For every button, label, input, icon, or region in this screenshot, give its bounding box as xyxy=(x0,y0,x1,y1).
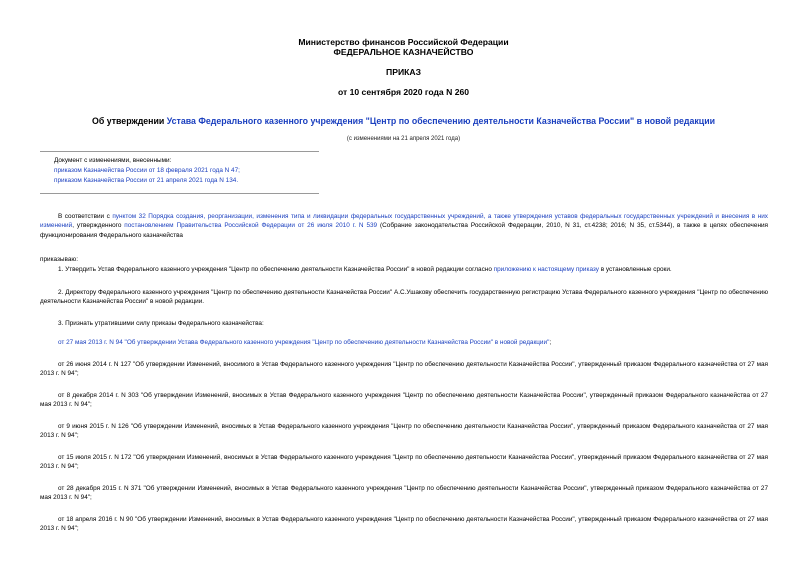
title-link[interactable]: Устава Федерального казенного учреждения "Центр по обеспечению деятельности Казначейства России" в новой редакции xyxy=(166,116,716,126)
paragraph-2 xyxy=(40,288,768,307)
amendment-link-2[interactable]: приказом Казначейства России от 21 апреля 2021 года N 134. xyxy=(54,177,239,184)
preamble-link-resolution[interactable]: постановлением Правительства Российской Федерации от 26 июля 2010 г. N 539 xyxy=(124,222,378,230)
repealed-order-5-text: от 15 июля 2015 г. N 172 "Об утверждении Изменений, вносимых в Устав Федерального казенного учреждения "Центр по обеспечению деятельности Казначейства России", утвержденный приказом Федерального казначейства от 27 мая 2013 г. N 94"; xyxy=(40,454,768,471)
document-type: ПРИКАЗ xyxy=(386,67,421,77)
repealed-order-1-link[interactable]: от 27 мая 2013 г. N 94 "Об утверждении Устава Федерального казенного учреждения "Центр по обеспечению деятельности Казначейства России" в новой редакции" xyxy=(58,339,550,346)
repealed-order-6-text: от 28 декабря 2015 г. N 371 "Об утверждении Изменений, вносимых в Устав Федерального казенного учреждения "Центр по обеспечению деятельности Казначейства России", утвержденный приказом Федерального казначейства от 27 мая 2013 г. N 94"; xyxy=(40,485,768,502)
document-title xyxy=(40,116,767,127)
repealed-order-5 xyxy=(40,453,768,472)
preamble-link-procedure[interactable]: пунктом 32 Порядка создания, реорганизации, изменения типа и ликвидации федеральных государственных учреждений, а также утверждения уставов федеральных государственных учреждений и внесения в них изменений xyxy=(40,213,768,230)
paragraph-3-text: 3. Признать утратившими силу приказы Федерального казначейства: xyxy=(58,320,264,327)
paragraph-1-text: 1. Утвердить Устав Федерального казенного учреждения "Центр по обеспечению деятельности Казначейства России" в новой редакции согласно xyxy=(58,266,494,273)
repealed-order-7 xyxy=(40,515,768,534)
amendments-top-rule xyxy=(40,151,319,152)
repealed-order-2-text: от 26 июня 2014 г. N 127 "Об утверждении Изменений, вносимого в Устав Федерального казенного учреждения "Центр по обеспечению деятельности Казначейства России", утвержденный приказом Федерального казначейства от 27 мая 2013 г. N 94"; xyxy=(40,361,768,378)
repealed-order-2 xyxy=(40,360,768,379)
repealed-order-1 xyxy=(40,338,768,347)
repealed-order-1-tail: ; xyxy=(549,339,552,346)
repealed-order-3 xyxy=(40,391,768,410)
document-date: от 10 сентября 2020 года N 260 xyxy=(337,87,470,97)
amendment-link-1[interactable]: приказом Казначейства России от 18 февраля 2021 года N 47; xyxy=(54,167,240,174)
amendments-intro: Документ с изменениями, внесенными: xyxy=(54,157,172,164)
paragraph-1-tail: в установленные сроки. xyxy=(598,266,672,273)
preamble-text-1: В соответствии с xyxy=(58,213,113,220)
appendix-link[interactable]: приложению к настоящему приказу xyxy=(493,266,599,273)
repealed-order-6 xyxy=(40,484,768,503)
order-word: приказываю: xyxy=(40,256,78,263)
paragraph-3 xyxy=(40,319,768,328)
preamble-paragraph xyxy=(40,212,768,240)
ministry-name: Министерство финансов Российской Федерации xyxy=(298,37,509,47)
paragraph-2-text: 2. Директору Федерального казенного учреждения "Центр по обеспечению деятельности Казначейства России" А.С.Ушакову обеспечить государственную регистрацию Устава Федерального казенного учреждения "Центр по обеспечению деятельности Казначейства России" в новой редакции. xyxy=(40,289,768,306)
preamble-text-3: (Собрание законодательства Российской Федерации, 2010, N 31, ст.4238; 2016; N 35, ст.5344), в также в целях обеспечения функционирования Федерального казначейства xyxy=(40,222,769,239)
repealed-order-3-text: от 8 декабря 2014 г. N 303 "Об утверждении Изменений, вносимых в Устав Федерального казенного учреждения "Центр по обеспечению деятельности Казначейства России", утвержденный приказом Федерального казначейства от 27 мая 2013 г. N 94"; xyxy=(40,392,768,409)
repealed-order-4-text: от 9 июня 2015 г. N 126 "Об утверждении Изменений, вносимых в Устав Федерального казенного учреждения "Центр по обеспечению деятельности Казначейства России", утвержденный приказом Федерального казначейства от 27 мая 2013 г. N 94"; xyxy=(40,423,768,440)
treasury-name: ФЕДЕРАЛЬНОЕ КАЗНАЧЕЙСТВО xyxy=(333,47,474,57)
paragraph-1 xyxy=(40,265,768,274)
amendments-block xyxy=(54,156,240,186)
revision-note: (с изменениями на 21 апреля 2021 года) xyxy=(346,136,461,142)
repealed-order-4 xyxy=(40,422,768,441)
title-prefix: Об утверждении xyxy=(91,116,167,126)
amendments-bottom-rule xyxy=(40,193,319,194)
preamble-text-2: , утвержденного xyxy=(72,222,125,230)
repealed-order-7-text: от 18 апреля 2016 г. N 90 "Об утверждении Изменений, вносимых в Устав Федерального казенного учреждения "Центр по обеспечению деятельности Казначейства России", утвержденный приказом Федерального казначейства от 27 мая 2013 г. N 94"; xyxy=(40,516,768,533)
